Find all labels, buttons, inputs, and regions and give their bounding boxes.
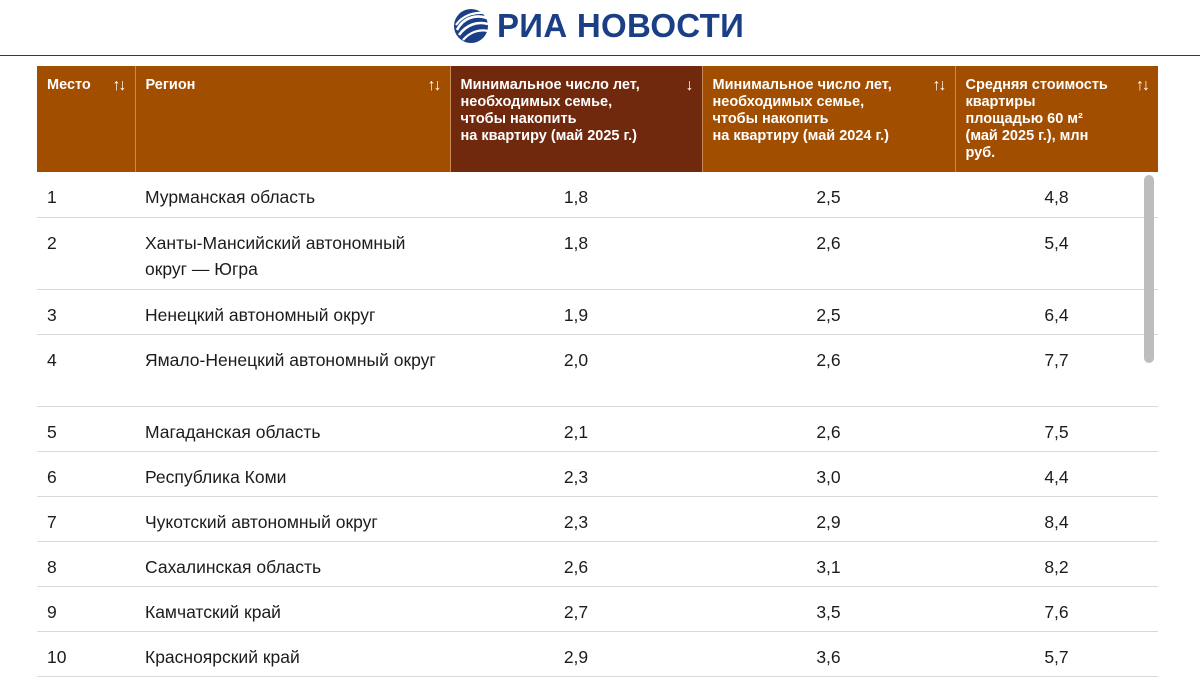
- table-row: [37, 406, 1158, 451]
- cell-rank: 7: [37, 496, 135, 541]
- cell-avg-price: 8,4: [955, 496, 1158, 541]
- cell-years-2025: 2,3: [450, 451, 702, 496]
- table-row: [37, 496, 1158, 541]
- cell-rank: 10: [37, 631, 135, 676]
- cell-years-2025: 1,8: [450, 217, 702, 289]
- cell-years-2025: 1,9: [450, 289, 702, 334]
- table-row: [37, 586, 1158, 631]
- cell-years-2024: 2,6: [702, 334, 955, 406]
- cell-years-2024: 2,5: [702, 172, 955, 217]
- cell-rank: 9: [37, 586, 135, 631]
- cell-region: Республика Коми: [135, 451, 450, 496]
- cell-years-2025: 2,1: [450, 406, 702, 451]
- table-row: [37, 289, 1158, 334]
- brand-logo[interactable]: [453, 6, 744, 46]
- column-header-rank[interactable]: [37, 66, 135, 172]
- cell-years-2024: 2,5: [702, 289, 955, 334]
- cell-rank: 8: [37, 541, 135, 586]
- cell-years-2025: 2,6: [450, 541, 702, 586]
- column-header-avg-price[interactable]: [955, 66, 1158, 172]
- column-header-label: Минимальное число лет, необходимых семье, чтобы накопить на квартиру (май 2025 г.): [460, 77, 640, 144]
- cell-avg-price: 6,4: [955, 289, 1158, 334]
- cell-rank: 3: [37, 289, 135, 334]
- cell-avg-price: 5,7: [955, 631, 1158, 676]
- cell-rank: 6: [37, 451, 135, 496]
- cell-years-2024: 2,6: [702, 406, 955, 451]
- cell-rank: 4: [37, 334, 135, 406]
- cell-years-2025: 2,9: [450, 631, 702, 676]
- cell-region: Сахалинская область: [135, 541, 450, 586]
- cell-region: Ханты-Мансийский автономный округ — Югра: [135, 217, 450, 289]
- cell-years-2024: 3,1: [702, 541, 955, 586]
- cell-rank: 5: [37, 406, 135, 451]
- cell-rank: 1: [37, 172, 135, 217]
- cell-avg-price: 7,6: [955, 586, 1158, 631]
- cell-avg-price: 5,4: [955, 217, 1158, 289]
- cell-years-2024: 3,6: [702, 631, 955, 676]
- cell-years-2025: 2,0: [450, 334, 702, 406]
- ranking-table: [37, 66, 1158, 677]
- cell-region: Ненецкий автономный округ: [135, 289, 450, 334]
- cell-avg-price: 7,7: [955, 334, 1158, 406]
- cell-rank: 2: [37, 217, 135, 289]
- cell-region: Магаданская область: [135, 406, 450, 451]
- column-header-label: Регион: [145, 77, 196, 93]
- brand-name: РИА НОВОСТИ: [497, 7, 745, 44]
- table-row: [37, 451, 1158, 496]
- table-row: [37, 172, 1158, 217]
- sort-icon[interactable]: ↑↓: [427, 77, 440, 94]
- ria-globe-icon: [453, 8, 489, 44]
- table-header-row: [37, 66, 1158, 172]
- sort-icon[interactable]: ↑↓: [112, 77, 125, 94]
- cell-avg-price: 8,2: [955, 541, 1158, 586]
- cell-years-2024: 2,9: [702, 496, 955, 541]
- cell-years-2024: 3,0: [702, 451, 955, 496]
- cell-years-2024: 3,5: [702, 586, 955, 631]
- cell-region: Мурманская область: [135, 172, 450, 217]
- table-row: [37, 541, 1158, 586]
- cell-years-2024: 2,6: [702, 217, 955, 289]
- sort-icon[interactable]: ↑↓: [1136, 77, 1148, 94]
- cell-region: Чукотский автономный округ: [135, 496, 450, 541]
- cell-years-2025: 2,7: [450, 586, 702, 631]
- column-header-label: Место: [47, 77, 91, 93]
- column-header-years-2024[interactable]: [702, 66, 955, 172]
- site-header: [0, 0, 1200, 56]
- table-row: [37, 334, 1158, 406]
- table-row: [37, 631, 1158, 676]
- column-header-years-2025[interactable]: [450, 66, 702, 172]
- column-header-label: Средняя стоимость квартиры площадью 60 м² (май 2025 г.), млн руб.: [965, 77, 1108, 161]
- column-header-label: Минимальное число лет, необходимых семье, чтобы накопить на квартиру (май 2024 г.): [712, 77, 892, 144]
- cell-years-2025: 2,3: [450, 496, 702, 541]
- cell-avg-price: 4,8: [955, 172, 1158, 217]
- table-row: [37, 217, 1158, 289]
- scrollbar-thumb[interactable]: [1144, 175, 1154, 363]
- cell-years-2025: 1,8: [450, 172, 702, 217]
- cell-region: Красноярский край: [135, 631, 450, 676]
- cell-avg-price: 7,5: [955, 406, 1158, 451]
- cell-region: Ямало-Ненецкий автономный округ: [135, 334, 450, 406]
- cell-avg-price: 4,4: [955, 451, 1158, 496]
- ranking-table-container[interactable]: [37, 66, 1158, 689]
- sort-desc-icon[interactable]: ↓: [685, 77, 692, 94]
- column-header-region[interactable]: [135, 66, 450, 172]
- sort-icon[interactable]: ↑↓: [932, 77, 945, 94]
- cell-region: Камчатский край: [135, 586, 450, 631]
